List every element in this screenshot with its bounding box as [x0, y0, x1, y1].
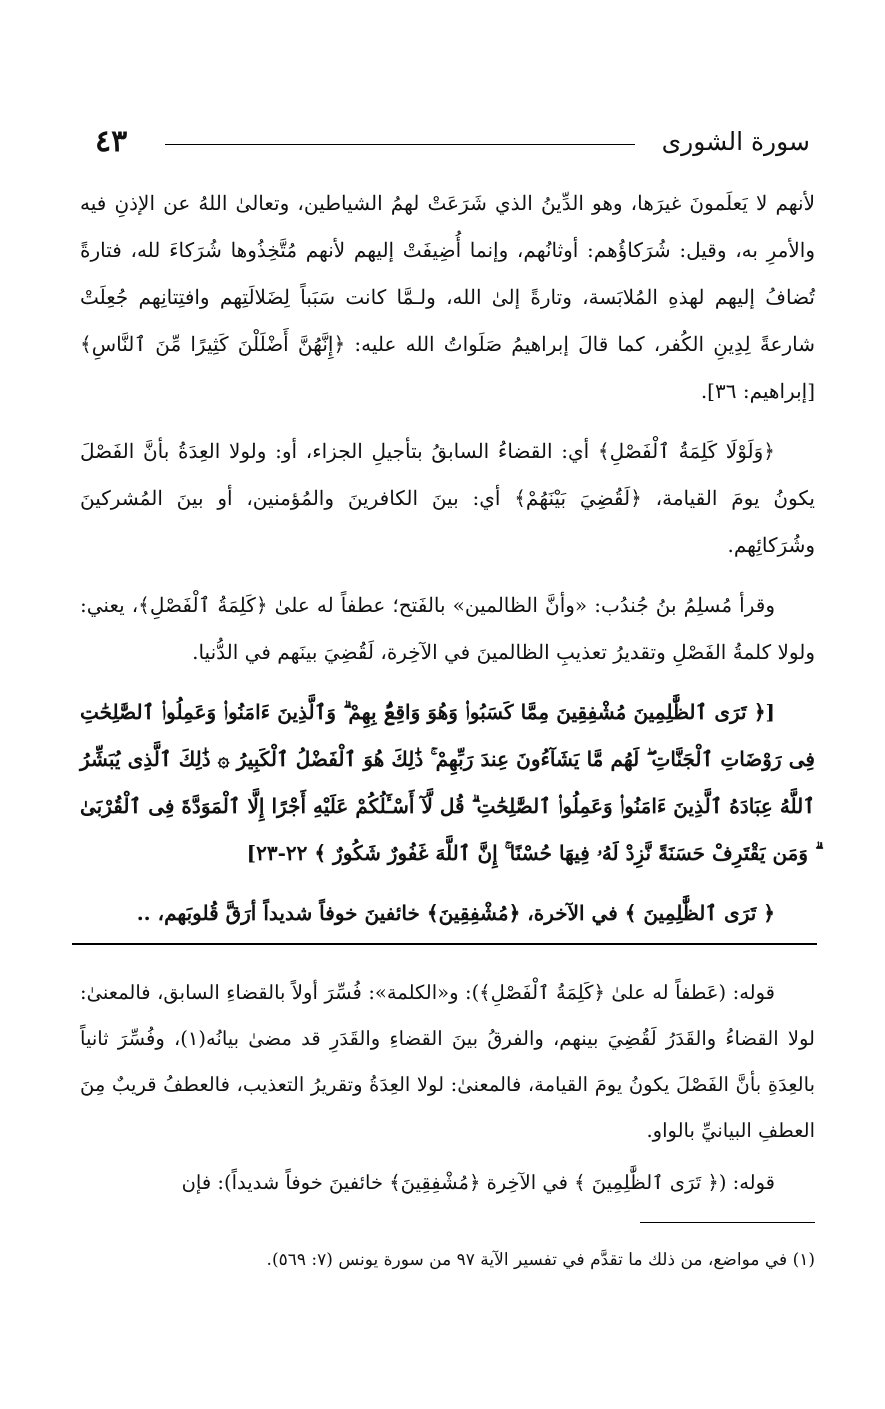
paragraph: لأنهم لا يَعلَمونَ غيرَها، وهو الدِّينُ الذي شَرَعَتْ لهمُ الشياطين، وتعالىٰ اللهُ عن الإذنِ فيه والأمرِ به، وقيل: شُرَكاؤُهم: أوثانُهم، وإنما أُضِيفَتْ إليهم لأنهم مُتَّخِذُوها شُرَكاءَ لله، فتارةً تُضافُ إليهم لهذهِ المُلابَسة، وتارةً إلىٰ الله، ولـمَّا كانت سَبَباً لِضَلالَتِهم وافتِتانِهم جُعِلَتْ شارعةً لِدِينِ الكُفر، كما قالَ إبراهيمُ صَلَواتُ الله عليه: ﴿إِنَّهُنَّ أَضْلَلْنَ كَثِيرًا مِّنَ ٱلنَّاسِ﴾ [إبراهيم: ٣٦]. [80, 191, 816, 403]
page-number: ٤٣ [95, 124, 128, 159]
surah-title: سورة الشورى [661, 127, 810, 156]
footnote-divider [640, 1222, 815, 1223]
commentary [80, 970, 815, 1212]
main-text [80, 180, 815, 950]
paragraph: ﴿وَلَوْلَا كَلِمَةُ ٱلْفَصْلِ﴾ أي: القضاءُ السابقُ بتأجيلِ الجزاء، أو: ولولا العِدَةُ بأنَّ الفَصْلَ يكونُ يومَ القيامة، ﴿لَقُضِيَ بَيْنَهُمْ﴾ أي: بينَ الكافرينَ والمُؤمنين، أو بينَ المُشركينَ وشُرَكائِهم. [80, 439, 815, 557]
commentary-divider [72, 943, 817, 945]
quran-verse: [﴿ تَرَى ٱلظَّٰلِمِينَ مُشْفِقِينَ مِمَّا كَسَبُوا۟ وَهُوَ وَاقِعٌۢ بِهِمْ ۗ وَٱلَّذِينَ ءَامَنُوا۟ وَعَمِلُوا۟ ٱلصَّٰلِحَٰتِ فِى رَوْضَاتِ ٱلْجَنَّاتِ ۖ لَهُم مَّا يَشَآءُونَ عِندَ رَبِّهِمْ ۚ ذَٰلِكَ هُوَ ٱلْفَضْلُ ٱلْكَبِيرُ ۞ ذَٰلِكَ ٱلَّذِى يُبَشِّرُ ٱللَّهُ عِبَادَهُ ٱلَّذِينَ ءَامَنُوا۟ وَعَمِلُوا۟ ٱلصَّٰلِحَٰتِ ۗ قُل لَّآ أَسْـَٔلُكُمْ عَلَيْهِ أَجْرًا إِلَّا ٱلْمَوَدَّةَ فِى ٱلْقُرْبَىٰ ۗ وَمَن يَقْتَرِفْ حَسَنَةً نَّزِدْ لَهُۥ فِيهَا حُسْنًا ۚ إِنَّ ٱللَّهَ غَفُورٌ شَكُورٌ ﴾ ٢٢-٢٣] [80, 700, 815, 865]
header-rule [165, 144, 635, 145]
paragraph: ﴿ تَرَى ٱلظَّٰلِمِينَ ﴾ في الآخرة، ﴿مُشْفِقِينَ﴾ خائفينَ خوفاً شديداً أرَقَّ قُلوبَهم، .. [136, 901, 775, 925]
page-header [95, 122, 810, 162]
paragraph: وقرأ مُسلِمُ بنُ جُندُب: «وأنَّ الظالمين» بالفَتح؛ عطفاً له علىٰ ﴿كَلِمَةُ ٱلْفَصْلِ﴾، يعني: ولولا كلمةُ الفَصْلِ وتقديرُ تعذيبِ الظالمينَ في الآخِرة، لَقُضِيَ بينَهم في الدُّنيا. [80, 593, 815, 664]
footnote: (١) في مواضع، من ذلك ما تقدَّم في تفسير الآية ٩٧ من سورة يونس (٧: ٥٦٩). [266, 1250, 815, 1270]
commentary-paragraph: قوله: (عَطفاً له علىٰ ﴿كَلِمَةُ ٱلْفَصْلِ﴾): و«الكلمة»: فُسِّرَ أولاً بالقضاءِ السابق، فالمعنىٰ: لولا القضاءُ والقَدَرُ لَقُضِيَ بينهم، والفرقُ بينَ القضاءِ والقَدَرِ قد مضىٰ بيانُه(١)، وفُسِّرَ ثانياً بالعِدَةِ بأنَّ الفَصْلَ يكونُ يومَ القيامة، فالمعنىٰ: لولا العِدَةُ وتقريرُ التعذيب، فالعطفُ قريبٌ مِنَ العطفِ البيانيِّ بالواو. [80, 981, 815, 1142]
commentary-paragraph: قوله: (﴿ تَرَى ٱلظَّٰلِمِينَ ﴾ في الآخِرة ﴿مُشْفِقِينَ﴾ خائفينَ خوفاً شديداً): فإن [181, 1171, 775, 1194]
